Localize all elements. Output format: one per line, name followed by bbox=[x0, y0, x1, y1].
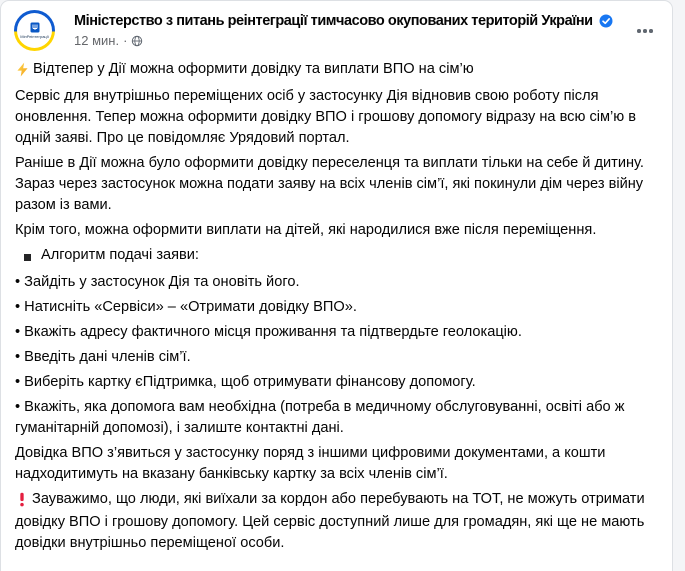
verified-badge-icon bbox=[599, 14, 613, 28]
avatar-label: МінРеінтеграції bbox=[20, 34, 49, 39]
post-menu-button[interactable] bbox=[628, 18, 662, 44]
globe-icon bbox=[131, 35, 143, 47]
paragraph-text: Раніше в Дії можна було оформити довідку переселенця та виплати тільки на себе й дитину. Зараз через застосунок можна подати заяву на всіх членів сім’ї, які покинули дім через війну разом із вами. bbox=[15, 155, 644, 213]
post-paragraph bbox=[15, 272, 662, 293]
post-meta-row bbox=[74, 33, 613, 49]
post-paragraph bbox=[15, 489, 662, 554]
paragraph-text: • Вкажіть адресу фактичного місця проживання та підтвердьте геолокацію. bbox=[15, 324, 522, 340]
paragraph-text: Довідка ВПО з’явиться у застосунку поряд з іншими цифровими документами, а кошти надходитимуть на вказану банківську картку за всіх членів сім’ї. bbox=[15, 445, 606, 482]
post-paragraph bbox=[15, 153, 662, 216]
paragraph-text: • Натисніть «Сервіси» – «Отримати довідку ВПО». bbox=[15, 299, 357, 315]
paragraph-text: • Вкажіть, яка допомога вам необхідна (потреба в медичному обслуговуванні, освіті або ж гуманітарній допомозі), і залиште контактні дані. bbox=[15, 399, 625, 436]
post-paragraph bbox=[15, 322, 662, 343]
post-paragraph bbox=[15, 372, 662, 393]
page-avatar[interactable] bbox=[14, 10, 55, 51]
red-exclamation-emoji bbox=[15, 491, 29, 512]
paragraph-text: Відтепер у Дії можна оформити довідку та виплати ВПО на сім’ю bbox=[33, 61, 474, 77]
post-paragraph bbox=[15, 443, 662, 485]
lightning-emoji bbox=[15, 61, 30, 82]
paragraph-text: • Виберіть картку єПідтримка, щоб отримувати фінансову допомогу. bbox=[15, 374, 476, 390]
page-title-row bbox=[74, 11, 613, 31]
black-square-bullet bbox=[24, 247, 38, 268]
trident-icon bbox=[30, 22, 40, 33]
post-header bbox=[1, 1, 672, 51]
paragraph-text: • Зайдіть у застосунок Дія та оновіть його. bbox=[15, 274, 300, 290]
paragraph-text: Алгоритм подачі заяви: bbox=[41, 247, 199, 263]
post-header-text bbox=[74, 10, 613, 51]
three-dots-icon bbox=[637, 29, 641, 33]
page-name-link[interactable]: Міністерство з питань реінтеграції тимчасово окупованих територій України bbox=[74, 13, 593, 29]
post-paragraph bbox=[15, 297, 662, 318]
post-paragraph bbox=[15, 347, 662, 368]
meta-separator: · bbox=[123, 33, 128, 48]
post-content bbox=[1, 51, 672, 554]
paragraph-text: • Введіть дані членів сім’ї. bbox=[15, 349, 191, 365]
post-timestamp[interactable]: 12 мин. bbox=[74, 33, 120, 48]
paragraph-text: Сервіс для внутрішньо переміщених осіб у застосунку Дія відновив свою роботу після оновлення. Тепер можна оформити довідку ВПО і грошову допомогу відразу на всю сім’ю в одній заяві. Про це повідомляє Урядовий портал. bbox=[15, 88, 637, 146]
paragraph-text: Крім того, можна оформити виплати на дітей, які народилися вже після переміщення. bbox=[15, 222, 597, 238]
page-avatar-inner bbox=[17, 13, 52, 48]
post-paragraph bbox=[15, 220, 662, 241]
paragraph-text: Зауважимо, що люди, які виїхали за кордон або перебувають на ТОТ, не можуть отримати довідку ВПО і грошову допомогу. Цей сервіс доступний лише для громадян, які ще не мають довідки внутрішньо переміщеної особи. bbox=[15, 491, 645, 551]
post-paragraph bbox=[15, 397, 662, 439]
post-paragraph bbox=[15, 59, 662, 82]
post-paragraph bbox=[15, 245, 662, 268]
post-paragraph bbox=[15, 86, 662, 149]
